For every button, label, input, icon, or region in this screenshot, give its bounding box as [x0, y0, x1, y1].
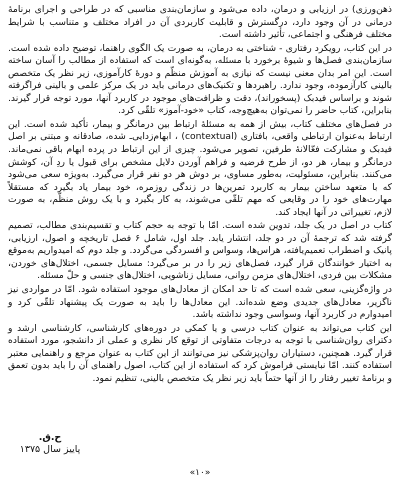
body-paragraph: در این کتاب، رویکرد رفتاری - شناختی به درمان، به صورت یک الگوی راهنما، توضیح داده شده است. سازمان‌بندی فصل‌ها و شیوهٔ برخورد با مسئله، به‌گونه‌ای است که استفاده از مطالب را آسان ساخته است. این امر بدان معنی نیست که نیازی به آموزش منظّم و دورهٔ کارآموزی، زیر نظر یک متخصص بالینی کارآزموده، وجود ندارد. راهبردها و تکنیک‌های درمانی باید در یک مرکز علمی و بالینی فراگرفته شوند و براساس فیدبک (پسخوراند)، دقت و ظرافت‌های موجود در کاربرد آنها، مورد توجه قرار گیرند. بنابراین، کتاب حاضر را نمی‌توان به‌هیچ‌وجه، کتاب «خود-آموز» تلقّی کرد.	[8, 42, 392, 117]
body-paragraph: در واژه‌گزینی، سعی شده است که تا حد امکان از معادل‌های موجود استفاده شود. امّا در مواردی نیز ناگزیر، معادل‌های جدیدی وضع شده‌اند. این معادل‌ها را باید به صورت یک پیشنهاد تلقّی کرد و امیدوارم در کاربرد آنها، وسواسی وجود نداشته باشد.	[8, 284, 392, 321]
page-number: «۱۰»	[189, 468, 211, 478]
body-paragraph: در فصل‌های مختلف کتاب، بیش از همه به مسئلهٔ ارتباط بین درمانگر و بیمار، تأکید شده است. این ارتباط به‌عنوان ارتباطی واقعی، بافتاری (contextual) ، ابهام‌زدایی‌ـ شده، صادقانه و مبتنی بر اصل فیدبک و مشارکت فعّالانهٔ طرفین، تصویر می‌شود. چیزی از این ارتباط در پرده ابهام باقی نمی‌ماند. درمانگر و بیمار، هر دو، از طرح فرضیه و فراهم آوردن دلایل مشخص برای قبول یا ردِ آن، کوشش می‌کنند. بنابراین، مسئولیت، به‌طور مساوی، بر دوش هر دو نفر قرار می‌گیرد. به‌ویژه سعی می‌شود که با متعهد ساختن بیمار به کاربرد تمرین‌ها در زندگی روزمره، خود بیمار یاد بگیرد که مستقلاً مهارت‌های خود را در وقایعی که مهم تلقّی می‌شوند، به کار بگیرد و با یک روش منظّم، به صورت لازم، تغییراتی در آنها ایجاد کند.	[8, 118, 392, 218]
body-paragraph: این کتاب می‌تواند به عنوان کتاب درسی و یا کمکی در دوره‌های کارشناسی، کارشناسی ارشد و دکترای روان‌شناسی با توجه به درجات متفاوتی از توقع کار نظری و عملی از دانشجو، مورد استفاده قرار گیرد. همچنین، دستیاران روان‌پزشکی نیز می‌توانند از این کتاب به عنوان مرجع و راهنمایی معتبر استفاده کنند. امّا نبایستی فراموش کرد که استفاده از این کتاب، اصول راهنمای آن را باید بدون تعمق و برنامهٔ تغییر رفتار را از آنها حتماً باید زیر نظر یک متخصص بالینی، تنظیم نمود.	[8, 322, 392, 384]
signature-date: پاییز سال ۱۳۷۵	[19, 444, 81, 455]
author-initials: ح.ق.	[38, 432, 62, 443]
body-paragraph: کتاب در اصل در یک جلد، تدوین شده است. امّا با توجه به حجم کتاب و تقسیم‌بندی مطالب، تصمیم گرفته شد که ترجمهٔ آن در دو جلد، انتشار یابد. جلد اول، شامل ۶ فصل تاریخچه و اصول، ارزیابی، پانیک و اضطراب تعمیم‌یافته، هراس‌ها، وسواس و افسردگی می‌گردد. و جلد دوم که امیدواریم به‌موقع به اختیار خوانندگان قرار گیرد، فصل‌های زیر را در بر می‌گیرد: مسایل جسمی، اختلال‌های خوردن، مشکلات بین فردی، اختلال‌های مزمن روانی، مسایل زناشویی، اختلال‌های جنسی و حلّ مسئله.	[8, 220, 392, 282]
author-signature	[10, 432, 90, 456]
body-paragraph: ذهن‌ورزی) در ارزیابی و درمان، داده می‌شود و سازمان‌بندی مناسبی که در طراحی و اجرای برنامهٔ درمانی در آن وجود دارد، درگسترش و قابلیت کاربردی آن در افراد مختلف و متناسب با شرایط مختلف فرهنگی و اجتماعی، تأثیر داشته است.	[8, 4, 392, 41]
